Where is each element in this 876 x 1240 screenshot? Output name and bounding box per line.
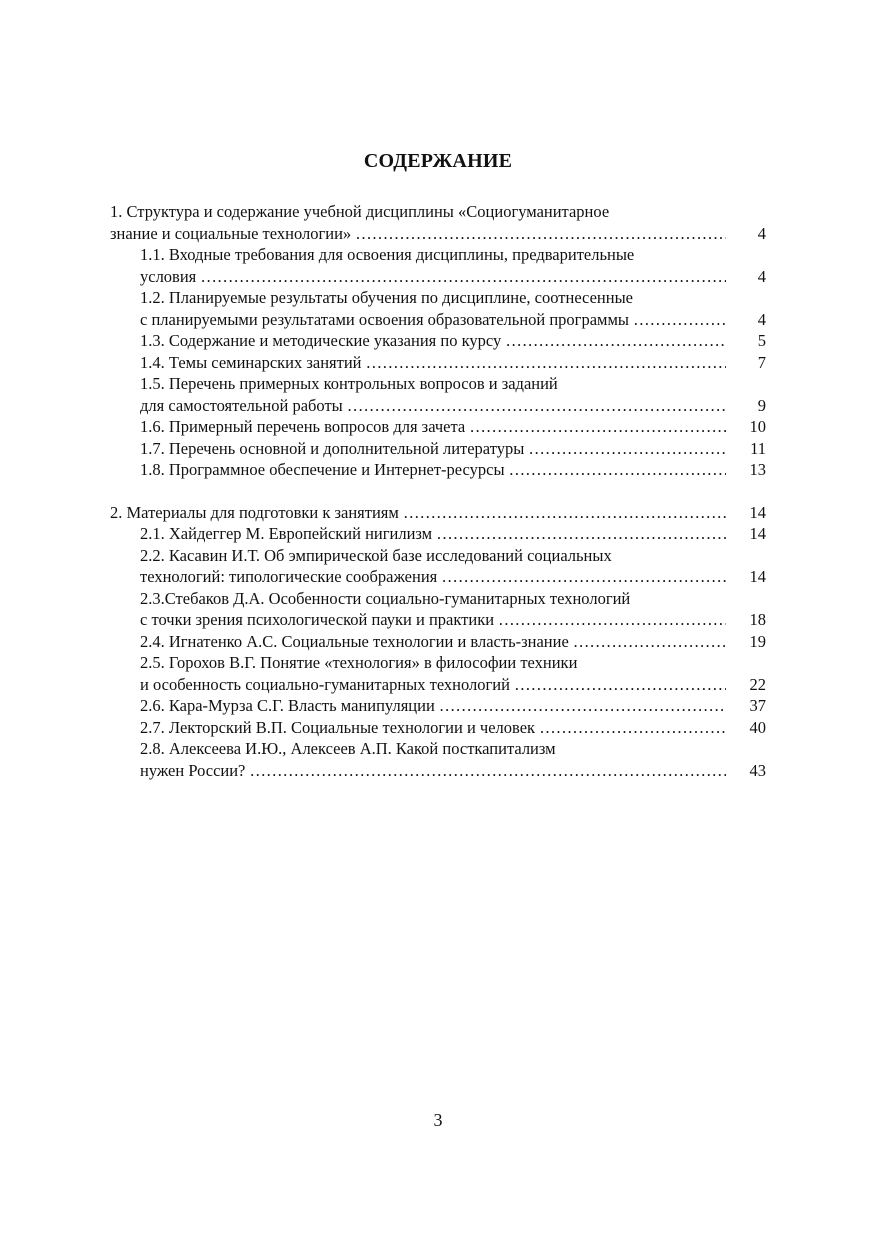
toc-entry-title: 1.4. Темы семинарских занятий ……………………………………………………………………………………………………………………………………………………………………………………………………: [140, 352, 726, 374]
toc-entry-page: 19: [749, 631, 766, 651]
toc-entry-title: нужен России? ……………………………………………………………………………………………………………………………………………………………………………………………………: [140, 760, 726, 782]
table-of-contents: [110, 201, 770, 781]
toc-entry: [140, 416, 770, 438]
toc-entry-line: [140, 545, 770, 567]
toc-entry-line: [140, 588, 770, 610]
toc-entry-page: 9: [757, 395, 766, 415]
toc-entry-page: 14: [749, 524, 766, 543]
toc-entry-page: 4: [757, 223, 766, 243]
toc-entry: [140, 352, 770, 374]
toc-entry: [140, 459, 770, 481]
toc-entry-title: 1.6. Примерный перечень вопросов для зачета ……………………………………………………………………………………………………………………………………………………………………………………………………: [140, 416, 726, 438]
toc-entry-title: и особенность социально-гуманитарных технологий ……………………………………………………………………………………………………………………………………………………………………………………………………: [140, 674, 726, 696]
toc-entry-title: с планируемыми результатами освоения образовательной программы ……………………………………………………………………………………………………………………………………………………………………………………………………: [140, 309, 726, 331]
toc-entry-page: 43: [749, 760, 766, 780]
toc-entry-page: 18: [749, 610, 766, 629]
toc-entry-title: 2.2. Касавин И.Т. Об эмпирической базе исследований социальных: [140, 545, 612, 565]
toc-entry: [140, 695, 770, 717]
toc-entry: [140, 566, 770, 588]
toc-entry-line: [140, 373, 770, 395]
toc-entry: [140, 674, 770, 696]
toc-entry-title: 2.5. Горохов В.Г. Понятие «технология» в философии техники: [140, 653, 578, 672]
toc-entry: [140, 438, 770, 460]
toc-entry: [140, 523, 770, 545]
toc-entry: [110, 502, 770, 524]
toc-entry: [140, 631, 770, 653]
toc-entry-title: 2. Материалы для подготовки к занятиям ……………………………………………………………………………………………………………………………………………………………………………………………………: [110, 502, 726, 524]
toc-entry: [140, 717, 770, 739]
toc-entry-title: 1.2. Планируемые результаты обучения по дисциплине, соотнесенные: [140, 288, 633, 307]
toc-entry-title: с точки зрения психологической пауки и практики ……………………………………………………………………………………………………………………………………………………………………………………………………: [140, 609, 726, 631]
toc-entry-title: 1.5. Перечень примерных контрольных вопросов и заданий: [140, 374, 558, 393]
toc-entry: [140, 760, 770, 782]
toc-entry-line: [140, 287, 770, 309]
toc-entry-page: 22: [749, 674, 766, 694]
toc-entry-page: 11: [750, 438, 766, 458]
toc-entry-title: 2.8. Алексеева И.Ю., Алексеев А.П. Какой посткапитализм: [140, 739, 556, 758]
toc-entry-page: 14: [749, 567, 766, 586]
toc-entry-title: знание и социальные технологии» ……………………………………………………………………………………………………………………………………………………………………………………………………: [110, 223, 726, 245]
toc-entry-line: [140, 738, 770, 760]
page-number: 3: [433, 1110, 443, 1130]
toc-entry-title: 2.1. Хайдеггер М. Европейский нигилизм ……………………………………………………………………………………………………………………………………………………………………………………………………: [140, 523, 726, 545]
toc-entry-page: 13: [749, 460, 766, 479]
toc-entry-title: 2.6. Кара-Мурза С.Г. Власть манипуляции ……………………………………………………………………………………………………………………………………………………………………………………………………: [140, 695, 726, 717]
toc-entry-page: 4: [757, 266, 766, 286]
toc-entry-page: 14: [749, 502, 766, 522]
toc-entry-page: 10: [749, 417, 766, 436]
toc-entry: [140, 395, 770, 417]
page-title: СОДЕРЖАНИЕ: [363, 150, 513, 172]
toc-entry-title: 2.4. Игнатенко А.С. Социальные технологии и власть-знание ……………………………………………………………………………………………………………………………………………………………………………………………………: [140, 631, 726, 653]
toc-entry-title: 2.3.Стебаков Д.А. Особенности социально-гуманитарных технологий: [140, 588, 631, 608]
toc-entry: [140, 609, 770, 631]
toc-entry-page: 37: [749, 696, 766, 715]
toc-entry: [140, 330, 770, 352]
toc-entry-title: 2.7. Лекторский В.П. Социальные технологии и человек ……………………………………………………………………………………………………………………………………………………………………………………………………: [140, 717, 726, 739]
toc-entry-title: 1. Структура и содержание учебной дисциплины «Социогуманитарное: [110, 202, 610, 221]
toc-entry-line: [110, 201, 770, 223]
toc-entry: [140, 266, 770, 288]
toc-entry-page: 4: [757, 309, 766, 329]
toc-entry-line: [140, 652, 770, 674]
toc-entry-page: 40: [749, 717, 766, 737]
toc-entry-title: для самостоятельной работы ……………………………………………………………………………………………………………………………………………………………………………………………………: [140, 395, 726, 417]
toc-entry-title: условия ……………………………………………………………………………………………………………………………………………………………………………………………………: [140, 266, 726, 288]
toc-entry: [140, 309, 770, 331]
toc-entry-title: 1.1. Входные требования для освоения дисциплины, предварительные: [140, 245, 635, 264]
toc-entry-title: технологий: типологические соображения ……………………………………………………………………………………………………………………………………………………………………………………………………: [140, 566, 726, 588]
toc-entry: [110, 223, 770, 245]
toc-entry-page: 7: [757, 352, 766, 372]
toc-entry-page: 5: [757, 331, 766, 350]
toc-entry-title: 1.3. Содержание и методические указания по курсу ……………………………………………………………………………………………………………………………………………………………………………………………………: [140, 330, 726, 352]
toc-entry-line: [140, 244, 770, 266]
toc-entry-title: 1.7. Перечень основной и дополнительной литературы ……………………………………………………………………………………………………………………………………………………………………………………………………: [140, 438, 726, 460]
toc-entry-title: 1.8. Программное обеспечение и Интернет-ресурсы ……………………………………………………………………………………………………………………………………………………………………………………………………: [140, 459, 726, 481]
